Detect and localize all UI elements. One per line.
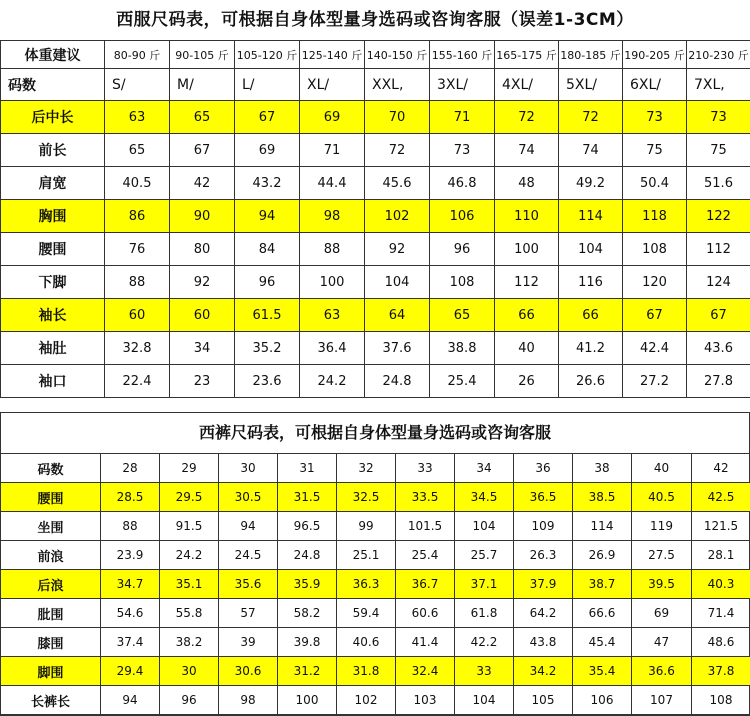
table-cell: 42.2 [455, 628, 514, 657]
table-cell: 40.5 [105, 167, 170, 200]
table-cell: 106 [430, 200, 495, 233]
table-cell: 72 [495, 101, 559, 134]
table-cell: 48 [495, 167, 559, 200]
table-cell: 37.6 [365, 332, 430, 365]
table-cell: 73 [687, 101, 750, 134]
row-label: 腰围 [1, 483, 101, 512]
table-cell: 84 [235, 233, 300, 266]
table-cell: 35.9 [278, 570, 337, 599]
table-cell: 104 [455, 512, 514, 541]
table-cell: 42.4 [623, 332, 687, 365]
table-cell: 40.6 [337, 628, 396, 657]
table-cell: 112 [495, 266, 559, 299]
table-cell: 124 [687, 266, 750, 299]
table-cell: 32.5 [337, 483, 396, 512]
table-cell: 36.4 [300, 332, 365, 365]
table-cell: 24.2 [160, 541, 219, 570]
table-row [1, 299, 750, 332]
table-cell: 63 [105, 101, 170, 134]
table-cell: 116 [559, 266, 623, 299]
table-cell: 108 [692, 686, 750, 715]
table-cell: 44.4 [300, 167, 365, 200]
table-cell: 112 [687, 233, 750, 266]
table-cell: 80 [170, 233, 235, 266]
size-cell: 3XL/ [430, 69, 495, 101]
table-row [1, 101, 750, 134]
table-cell: 88 [105, 266, 170, 299]
table-cell: 106 [573, 686, 632, 715]
table-cell: 94 [101, 686, 160, 715]
table-cell: 104 [455, 686, 514, 715]
table-cell: 34.7 [101, 570, 160, 599]
table-cell: 92 [170, 266, 235, 299]
table-row [1, 570, 750, 599]
table-row [1, 686, 750, 715]
table-cell: 31.8 [337, 657, 396, 686]
table-cell: 107 [632, 686, 692, 715]
table-cell: 65 [430, 299, 495, 332]
table-cell: 27.2 [623, 365, 687, 398]
size-cell: XXL, [365, 69, 430, 101]
table-cell: 36.6 [632, 657, 692, 686]
table-row [1, 657, 750, 686]
table-cell: 67 [687, 299, 750, 332]
table-row [1, 512, 750, 541]
pants-size-table [0, 453, 750, 715]
table-cell: 24.5 [219, 541, 278, 570]
table-cell: 66.6 [573, 599, 632, 628]
table-cell: 76 [105, 233, 170, 266]
table-cell: 43.2 [235, 167, 300, 200]
table-row [1, 167, 750, 200]
table-cell: 61.5 [235, 299, 300, 332]
table-cell: 38.2 [160, 628, 219, 657]
table-row [1, 134, 750, 167]
table-cell: 30.5 [219, 483, 278, 512]
row-label: 胸围 [1, 200, 105, 233]
row-label: 坐围 [1, 512, 101, 541]
table-cell: 102 [365, 200, 430, 233]
table-cell: 102 [337, 686, 396, 715]
table-cell: 26.9 [573, 541, 632, 570]
table-cell: 24.2 [300, 365, 365, 398]
table-cell: 35.1 [160, 570, 219, 599]
table-cell: 37.4 [101, 628, 160, 657]
table-row [1, 599, 750, 628]
table-cell: 119 [632, 512, 692, 541]
size-cell: 31 [278, 454, 337, 483]
table-cell: 28.1 [692, 541, 750, 570]
table-cell: 88 [101, 512, 160, 541]
row-label: 长裤长 [1, 686, 101, 715]
row-label: 腰围 [1, 233, 105, 266]
size-cell: M/ [170, 69, 235, 101]
table-cell: 108 [623, 233, 687, 266]
weight-cell: 190-205 斤 [623, 41, 687, 69]
table-cell: 105 [514, 686, 573, 715]
table-cell: 35.2 [235, 332, 300, 365]
table-cell: 86 [105, 200, 170, 233]
row-label: 下脚 [1, 266, 105, 299]
table-cell: 38.5 [573, 483, 632, 512]
table-cell: 23.6 [235, 365, 300, 398]
table-cell: 32.8 [105, 332, 170, 365]
table-cell: 60 [170, 299, 235, 332]
table-cell: 41.4 [396, 628, 455, 657]
size-cell: 29 [160, 454, 219, 483]
table-cell: 114 [573, 512, 632, 541]
pants-size-section [0, 412, 750, 716]
table-row [1, 200, 750, 233]
table-cell: 69 [632, 599, 692, 628]
table-row [1, 266, 750, 299]
row-label: 袖长 [1, 299, 105, 332]
size-cell: 32 [337, 454, 396, 483]
table-cell: 34.2 [514, 657, 573, 686]
size-cell: 34 [455, 454, 514, 483]
table-cell: 54.6 [101, 599, 160, 628]
table-cell: 27.8 [687, 365, 750, 398]
table-cell: 100 [300, 266, 365, 299]
table-cell: 96.5 [278, 512, 337, 541]
weight-label: 体重建议 [1, 41, 105, 69]
table-cell: 109 [514, 512, 573, 541]
table-cell: 60 [105, 299, 170, 332]
table-cell: 96 [160, 686, 219, 715]
table-cell: 104 [365, 266, 430, 299]
table-cell: 61.8 [455, 599, 514, 628]
table-cell: 40.5 [632, 483, 692, 512]
size-cell: 36 [514, 454, 573, 483]
table-cell: 33 [455, 657, 514, 686]
table-cell: 28.5 [101, 483, 160, 512]
table-cell: 43.6 [687, 332, 750, 365]
table-cell: 26.3 [514, 541, 573, 570]
row-label: 肶围 [1, 599, 101, 628]
size-cell: L/ [235, 69, 300, 101]
table-cell: 25.4 [396, 541, 455, 570]
table-cell: 98 [300, 200, 365, 233]
weight-cell: 180-185 斤 [559, 41, 623, 69]
table-cell: 39.5 [632, 570, 692, 599]
size-cell: 38 [573, 454, 632, 483]
table-cell: 72 [559, 101, 623, 134]
table-cell: 36.3 [337, 570, 396, 599]
table-cell: 70 [365, 101, 430, 134]
table-cell: 29.4 [101, 657, 160, 686]
table-cell: 75 [687, 134, 750, 167]
table-cell: 72 [365, 134, 430, 167]
table-cell: 49.2 [559, 167, 623, 200]
table-cell: 118 [623, 200, 687, 233]
table-cell: 74 [495, 134, 559, 167]
table-cell: 100 [495, 233, 559, 266]
table-cell: 104 [559, 233, 623, 266]
table-cell: 37.9 [514, 570, 573, 599]
table-cell: 40.3 [692, 570, 750, 599]
table-cell: 108 [430, 266, 495, 299]
table-cell: 91.5 [160, 512, 219, 541]
table-cell: 67 [170, 134, 235, 167]
table-cell: 48.6 [692, 628, 750, 657]
weight-row [1, 41, 750, 69]
jacket-title: 西服尺码表，可根据自身体型量身选码或咨询客服（误差1-3CM） [0, 0, 750, 40]
table-cell: 47 [632, 628, 692, 657]
table-cell: 33.5 [396, 483, 455, 512]
table-cell: 35.4 [573, 657, 632, 686]
table-cell: 26.6 [559, 365, 623, 398]
table-cell: 121.5 [692, 512, 750, 541]
table-cell: 94 [219, 512, 278, 541]
jacket-size-table [0, 40, 750, 398]
size-cell: 42 [692, 454, 750, 483]
table-cell: 66 [495, 299, 559, 332]
table-cell: 31.2 [278, 657, 337, 686]
table-cell: 22.4 [105, 365, 170, 398]
table-cell: 57 [219, 599, 278, 628]
table-cell: 88 [300, 233, 365, 266]
table-cell: 26 [495, 365, 559, 398]
table-cell: 64 [365, 299, 430, 332]
table-cell: 43.8 [514, 628, 573, 657]
table-cell: 46.8 [430, 167, 495, 200]
row-label: 肩宽 [1, 167, 105, 200]
table-cell: 99 [337, 512, 396, 541]
table-cell: 37.8 [692, 657, 750, 686]
table-row [1, 365, 750, 398]
row-label: 袖肚 [1, 332, 105, 365]
table-cell: 31.5 [278, 483, 337, 512]
size-cell: 33 [396, 454, 455, 483]
table-cell: 92 [365, 233, 430, 266]
table-cell: 71.4 [692, 599, 750, 628]
size-label: 码数 [1, 454, 101, 483]
table-cell: 36.7 [396, 570, 455, 599]
table-cell: 50.4 [623, 167, 687, 200]
row-label: 膝围 [1, 628, 101, 657]
size-cell: 7XL, [687, 69, 750, 101]
table-cell: 25.1 [337, 541, 396, 570]
row-label: 前长 [1, 134, 105, 167]
row-label: 后中长 [1, 101, 105, 134]
size-cell: 28 [101, 454, 160, 483]
table-cell: 94 [235, 200, 300, 233]
weight-cell: 90-105 斤 [170, 41, 235, 69]
table-cell: 100 [278, 686, 337, 715]
table-cell: 73 [430, 134, 495, 167]
table-cell: 42 [170, 167, 235, 200]
row-label: 袖口 [1, 365, 105, 398]
table-cell: 51.6 [687, 167, 750, 200]
table-row [1, 541, 750, 570]
table-cell: 39 [219, 628, 278, 657]
size-cell: S/ [105, 69, 170, 101]
table-cell: 103 [396, 686, 455, 715]
table-cell: 63 [300, 299, 365, 332]
size-cell: 30 [219, 454, 278, 483]
table-cell: 30 [160, 657, 219, 686]
pants-size-row [1, 454, 750, 483]
table-cell: 120 [623, 266, 687, 299]
table-cell: 29.5 [160, 483, 219, 512]
table-cell: 32.4 [396, 657, 455, 686]
table-cell: 34.5 [455, 483, 514, 512]
table-row [1, 483, 750, 512]
weight-cell: 105-120 斤 [235, 41, 300, 69]
table-cell: 45.4 [573, 628, 632, 657]
table-cell: 73 [623, 101, 687, 134]
table-cell: 69 [235, 134, 300, 167]
table-cell: 122 [687, 200, 750, 233]
row-label: 后浪 [1, 570, 101, 599]
table-row [1, 233, 750, 266]
table-cell: 71 [300, 134, 365, 167]
table-cell: 65 [170, 101, 235, 134]
size-label: 码数 [1, 69, 105, 101]
weight-cell: 210-230 斤 [687, 41, 750, 69]
table-cell: 24.8 [278, 541, 337, 570]
table-cell: 74 [559, 134, 623, 167]
table-cell: 34 [170, 332, 235, 365]
table-cell: 110 [495, 200, 559, 233]
table-cell: 40 [495, 332, 559, 365]
table-cell: 69 [300, 101, 365, 134]
table-cell: 37.1 [455, 570, 514, 599]
table-cell: 67 [623, 299, 687, 332]
table-cell: 35.6 [219, 570, 278, 599]
weight-cell: 155-160 斤 [430, 41, 495, 69]
table-cell: 67 [235, 101, 300, 134]
row-label: 前浪 [1, 541, 101, 570]
table-cell: 59.4 [337, 599, 396, 628]
table-cell: 58.2 [278, 599, 337, 628]
table-cell: 39.8 [278, 628, 337, 657]
table-cell: 23.9 [101, 541, 160, 570]
table-cell: 25.7 [455, 541, 514, 570]
weight-cell: 80-90 斤 [105, 41, 170, 69]
table-cell: 66 [559, 299, 623, 332]
size-cell: 6XL/ [623, 69, 687, 101]
table-cell: 96 [235, 266, 300, 299]
table-cell: 101.5 [396, 512, 455, 541]
table-cell: 60.6 [396, 599, 455, 628]
table-cell: 41.2 [559, 332, 623, 365]
table-cell: 114 [559, 200, 623, 233]
table-row [1, 628, 750, 657]
size-cell: 40 [632, 454, 692, 483]
table-cell: 98 [219, 686, 278, 715]
size-cell: XL/ [300, 69, 365, 101]
table-cell: 55.8 [160, 599, 219, 628]
table-cell: 45.6 [365, 167, 430, 200]
table-cell: 90 [170, 200, 235, 233]
table-cell: 25.4 [430, 365, 495, 398]
pants-title: 西裤尺码表，可根据自身体型量身选码或咨询客服 [1, 413, 749, 453]
weight-cell: 165-175 斤 [495, 41, 559, 69]
table-cell: 23 [170, 365, 235, 398]
weight-cell: 125-140 斤 [300, 41, 365, 69]
size-row [1, 69, 750, 101]
table-cell: 38.8 [430, 332, 495, 365]
table-cell: 65 [105, 134, 170, 167]
row-label: 脚围 [1, 657, 101, 686]
table-cell: 71 [430, 101, 495, 134]
table-cell: 42.5 [692, 483, 750, 512]
size-cell: 5XL/ [559, 69, 623, 101]
table-cell: 75 [623, 134, 687, 167]
size-cell: 4XL/ [495, 69, 559, 101]
weight-cell: 140-150 斤 [365, 41, 430, 69]
table-cell: 24.8 [365, 365, 430, 398]
table-cell: 64.2 [514, 599, 573, 628]
table-cell: 30.6 [219, 657, 278, 686]
table-cell: 38.7 [573, 570, 632, 599]
table-row [1, 332, 750, 365]
table-cell: 27.5 [632, 541, 692, 570]
table-cell: 36.5 [514, 483, 573, 512]
table-cell: 96 [430, 233, 495, 266]
